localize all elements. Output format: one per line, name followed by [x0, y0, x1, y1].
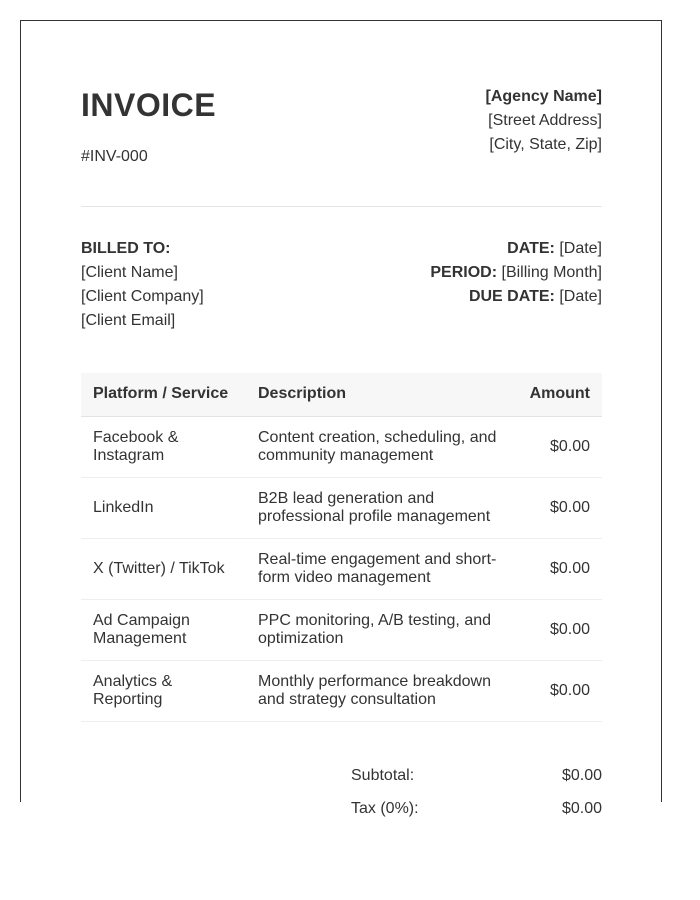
agency-street: [Street Address]: [488, 112, 602, 129]
period-line: [430, 261, 602, 285]
date-value: [Date]: [559, 240, 602, 257]
service-cell: LinkedIn: [81, 477, 246, 538]
tax-label: Tax (0%):: [351, 800, 419, 817]
period-value: [Billing Month]: [501, 264, 602, 281]
subtotal-label: Subtotal:: [351, 767, 415, 784]
client-name: [Client Name]: [81, 264, 178, 281]
table-row: [81, 660, 602, 721]
amount-cell: $0.00: [514, 538, 602, 599]
description-cell: Real-time engagement and short-form video management: [246, 538, 514, 599]
billed-to-block: [81, 237, 204, 333]
service-cell: Ad Campaign Management: [81, 599, 246, 660]
description-cell: Monthly performance breakdown and strategy consultation: [246, 660, 514, 721]
invoice-header: [81, 85, 602, 207]
agency-city: [City, State, Zip]: [489, 136, 602, 153]
column-header-amount: Amount: [514, 373, 602, 416]
column-header-service: Platform / Service: [81, 373, 246, 416]
totals-section: [351, 759, 602, 825]
line-items-table: [81, 373, 602, 722]
table-row: [81, 416, 602, 477]
table-row: [81, 477, 602, 538]
client-company: [Client Company]: [81, 288, 204, 305]
description-cell: B2B lead generation and professional profile management: [246, 477, 514, 538]
subtotal-row: [351, 759, 602, 792]
description-cell: Content creation, scheduling, and community management: [246, 416, 514, 477]
due-date-value: [Date]: [559, 288, 602, 305]
period-label: PERIOD:: [430, 264, 498, 281]
invoice-title: INVOICE: [81, 87, 217, 123]
invoice-page: [20, 20, 662, 817]
tax-row: [351, 792, 602, 825]
agency-name: [Agency Name]: [485, 88, 602, 105]
service-cell: Facebook & Instagram: [81, 416, 246, 477]
due-date-label: DUE DATE:: [468, 288, 555, 305]
billed-to-label: BILLED TO:: [81, 240, 171, 257]
description-cell: PPC monitoring, A/B testing, and optimization: [246, 599, 514, 660]
amount-cell: $0.00: [514, 599, 602, 660]
date-line: [430, 237, 602, 261]
service-cell: Analytics & Reporting: [81, 660, 246, 721]
table-row: [81, 599, 602, 660]
invoice-number: #INV-000: [81, 148, 148, 165]
agency-block: [486, 85, 602, 157]
column-header-description: Description: [246, 373, 514, 416]
table-header-row: [81, 373, 602, 416]
billing-section: [81, 237, 602, 337]
amount-cell: $0.00: [514, 416, 602, 477]
tax-value: $0.00: [561, 800, 602, 817]
invoice-meta-block: [430, 237, 602, 309]
subtotal-value: $0.00: [561, 767, 602, 784]
client-email: [Client Email]: [81, 312, 176, 329]
service-cell: X (Twitter) / TikTok: [81, 538, 246, 599]
date-label: DATE:: [507, 240, 555, 257]
amount-cell: $0.00: [514, 660, 602, 721]
table-row: [81, 538, 602, 599]
due-date-line: [430, 285, 602, 309]
amount-cell: $0.00: [514, 477, 602, 538]
